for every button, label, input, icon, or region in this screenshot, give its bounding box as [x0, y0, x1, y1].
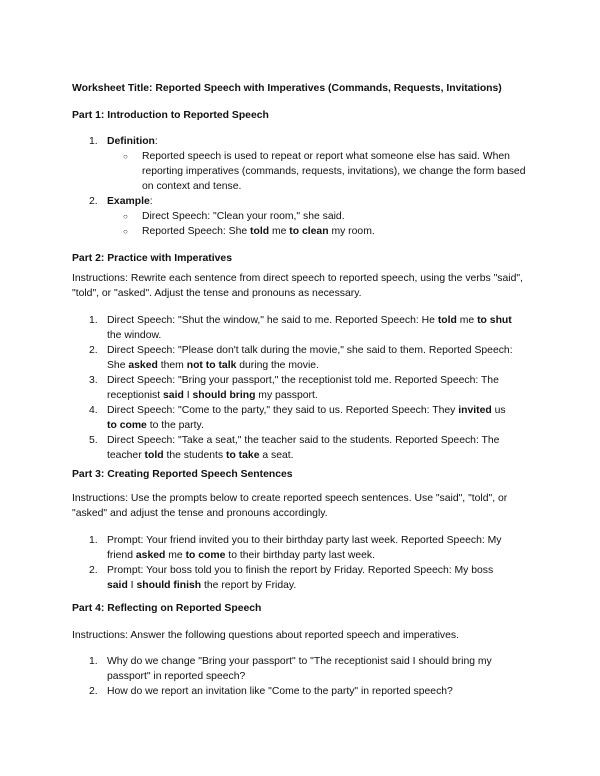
part3-heading: Part 3: Creating Reported Speech Sentences	[72, 469, 293, 480]
list-number: 1.	[89, 535, 98, 546]
list-item: Prompt: Your friend invited you to their birthday party last week. Reported Speech: My friend asked me to come to their birthday party last week.	[107, 535, 502, 561]
list-number: 2.	[89, 345, 98, 356]
part3-instructions: Instructions: Use the prompts below to create reported speech sentences. Use "said", "told", or "asked" and adjust the tense and pronouns accordingly.	[72, 493, 508, 519]
part1-heading: Part 1: Introduction to Reported Speech	[72, 110, 269, 121]
worksheet-title: Worksheet Title: Reported Speech with Imperatives (Commands, Requests, Invitations)	[72, 83, 502, 94]
list-item: Direct Speech: "Please don't talk during the movie," she said to them. Reported Speech: She asked them not to talk during the movie.	[107, 345, 513, 371]
list-item: Direct Speech: "Shut the window," he said to me. Reported Speech: He told me to shut the window.	[107, 315, 512, 341]
list-item: Direct Speech: "Take a seat," the teacher said to the students. Reported Speech: The teacher told the students to take a seat.	[107, 435, 500, 461]
part4-heading: Part 4: Reflecting on Reported Speech	[72, 603, 262, 614]
definition-text: Reported speech is used to repeat or report what someone else has said. When reporting imperatives (commands, requests, invitations), we change the form based on context and tense.	[142, 151, 526, 192]
list-item: Prompt: Your boss told you to finish the report by Friday. Reported Speech: My boss said I should finish the report by Friday.	[107, 565, 494, 591]
list-item: Direct Speech: "Bring your passport," the receptionist told me. Reported Speech: The receptionist said I should bring my passport.	[107, 375, 499, 401]
list-number: 1.	[89, 656, 98, 667]
part2-instructions: Instructions: Rewrite each sentence from direct speech to reported speech, using the verbs "said", "told", or "asked". Adjust the tense and pronouns as necessary.	[72, 273, 523, 299]
bullet-icon: ○	[123, 212, 128, 221]
list-number: 1.	[89, 136, 98, 147]
list-number: 2.	[89, 565, 98, 576]
example-label: Example:	[107, 196, 153, 207]
bullet-icon: ○	[123, 152, 128, 161]
list-number: 4.	[89, 405, 98, 416]
list-number: 2.	[89, 196, 98, 207]
list-item: Direct Speech: "Come to the party," they said to us. Reported Speech: They invited us to come to the party.	[107, 405, 506, 431]
list-item: How do we report an invitation like "Come to the party" in reported speech?	[107, 686, 453, 697]
part2-heading: Part 2: Practice with Imperatives	[72, 253, 232, 264]
definition-label: Definition:	[107, 136, 158, 147]
list-number: 5.	[89, 435, 98, 446]
list-number: 1.	[89, 315, 98, 326]
list-item: Why do we change "Bring your passport" to "The receptionist said I should bring my passport" in reported speech?	[107, 656, 492, 682]
example-direct-speech: Direct Speech: "Clean your room," she said.	[142, 211, 345, 222]
list-number: 2.	[89, 686, 98, 697]
part4-instructions: Instructions: Answer the following questions about reported speech and imperatives.	[72, 630, 459, 641]
bullet-icon: ○	[123, 227, 128, 236]
list-number: 3.	[89, 375, 98, 386]
example-reported-speech: Reported Speech: She told me to clean my room.	[142, 226, 375, 237]
